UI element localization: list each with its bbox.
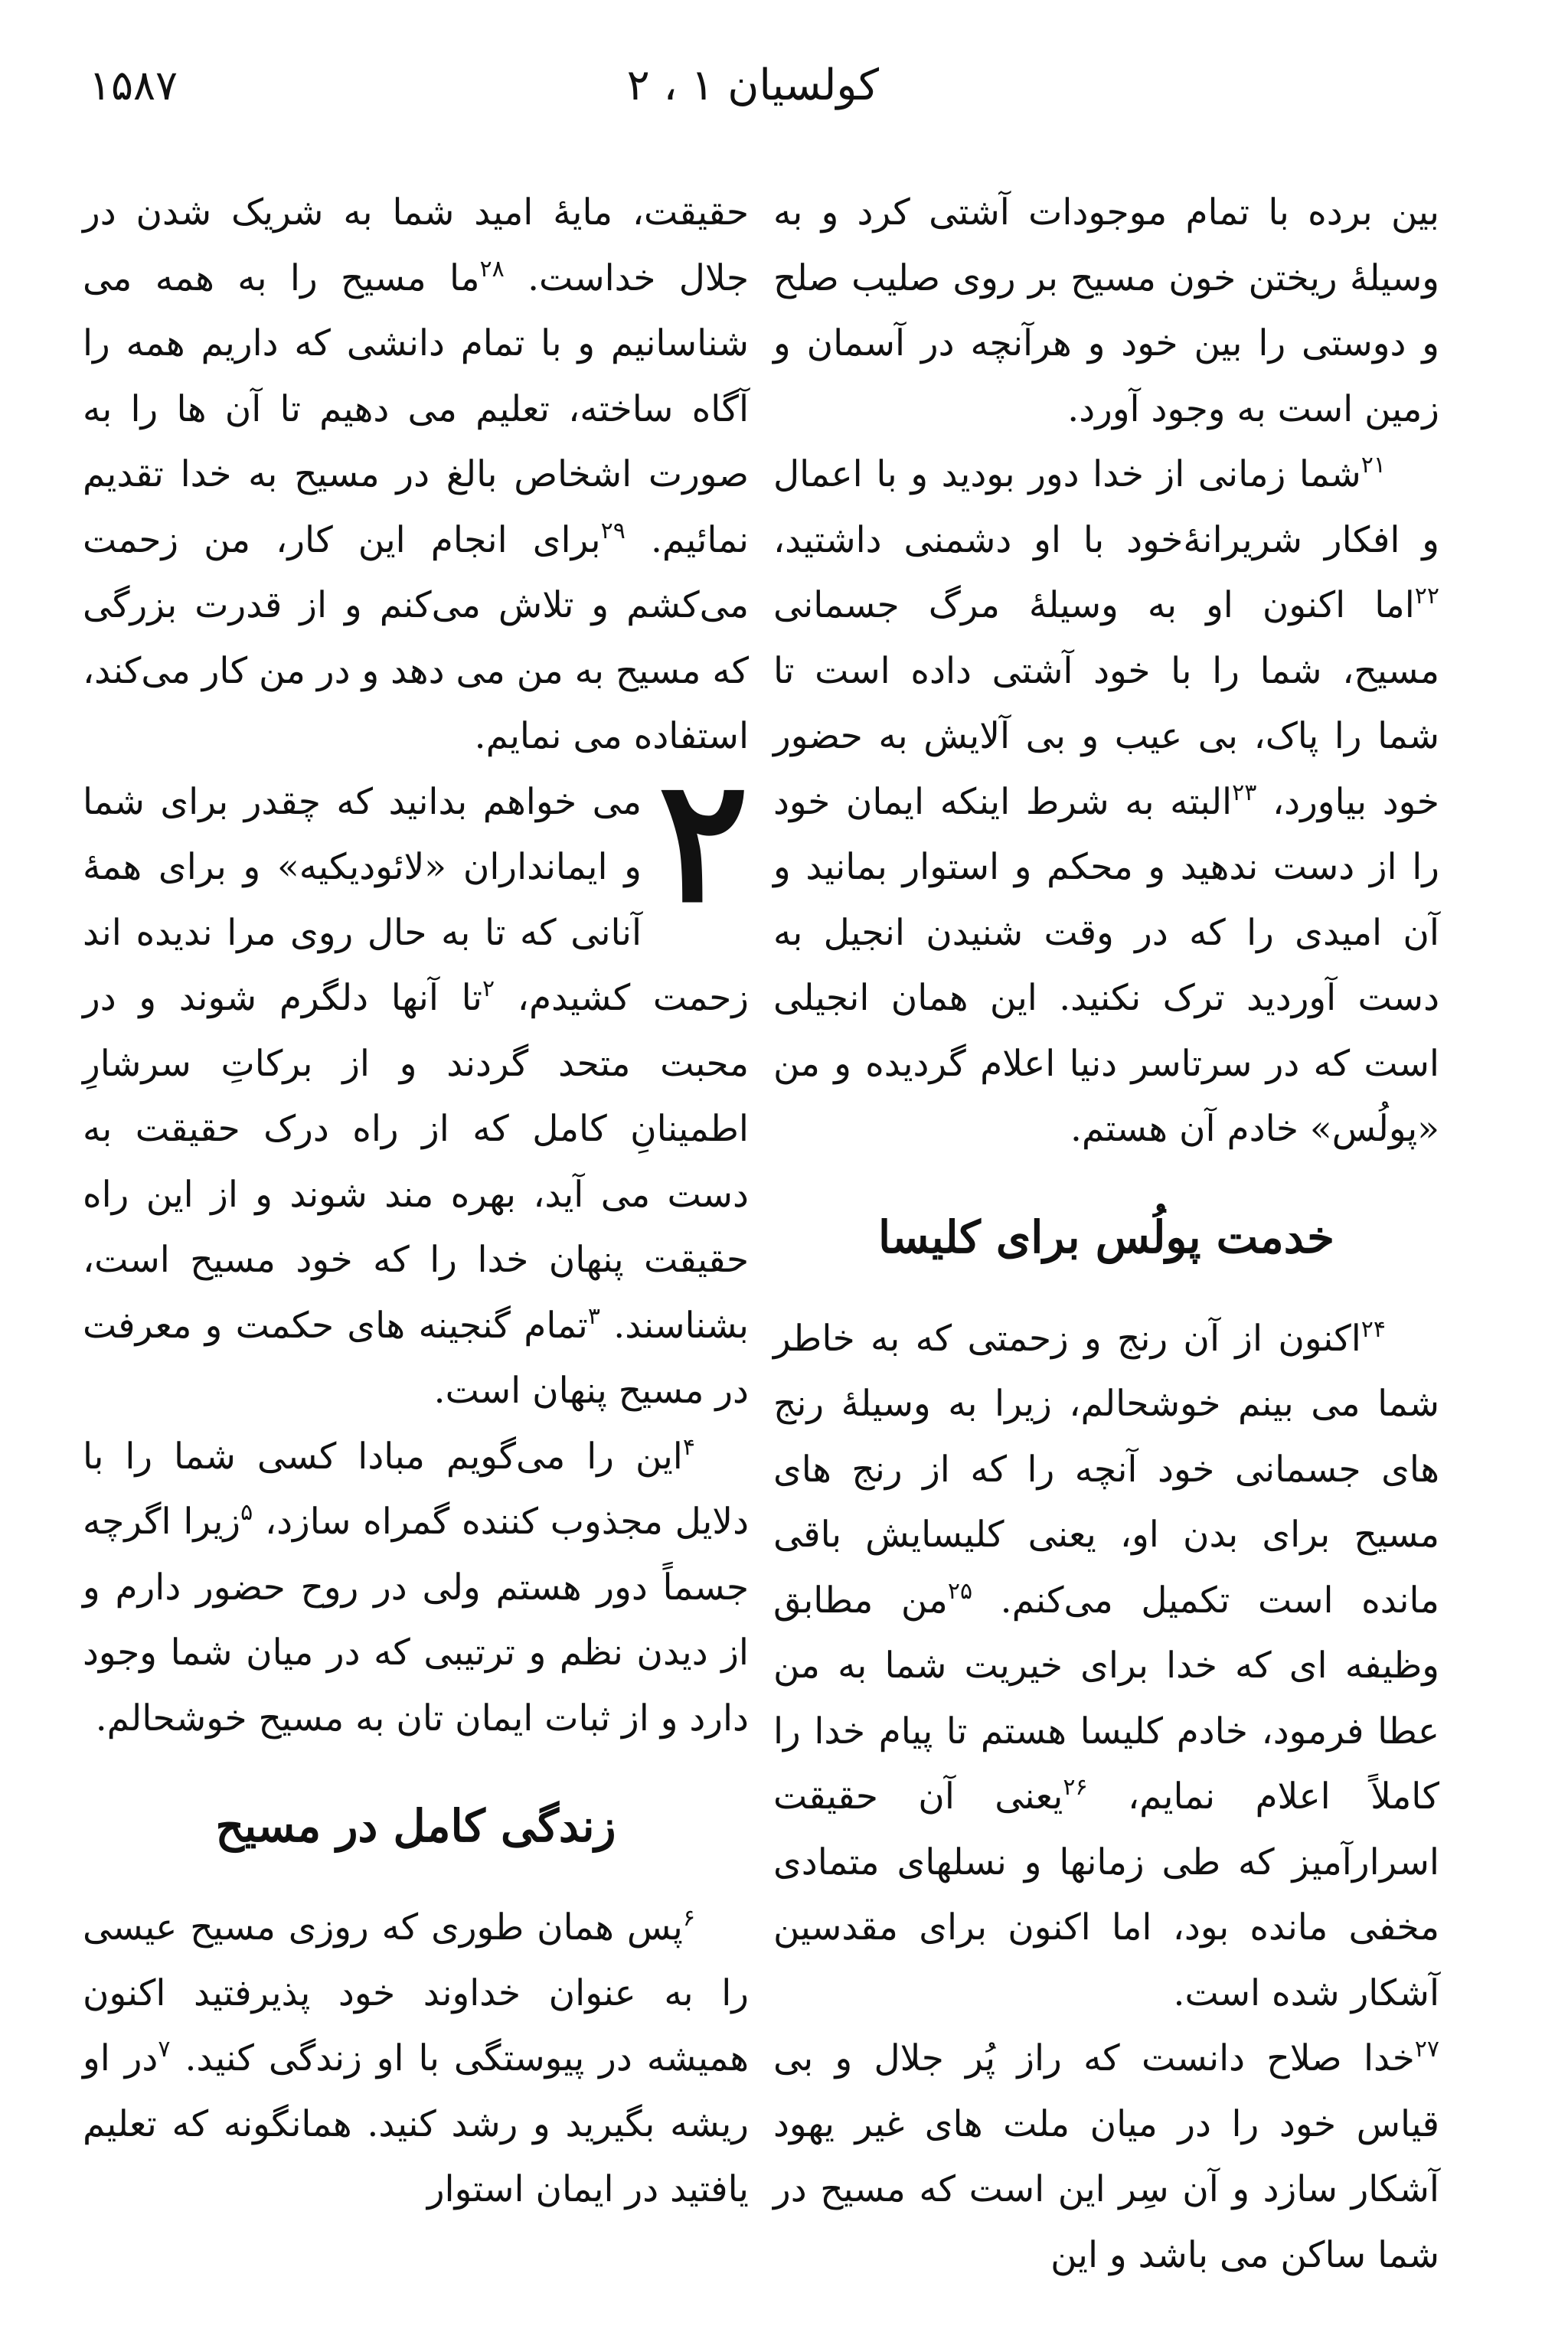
paragraph: $^{۲۴}$اکنون از آن رنج و زحمتی که به خاطر شما می بینم خوشحالم، زیرا به وسیلهٔ رنج های جسمانی خود آنچه را که از رنج های مسیح برای بدن او، یعنی کلیسایش باقی مانده است تکمیل می‌کنم. $^{۲۵}$من مطابق وظیفه ای که خدا برای خیریت شما به من عطا فرمود، خادم کلیسا هستم تا پیام خدا را کاملاً اعلام نمایم، $^{۲۶}$یعنی آن حقیقت اسرارآمیز که طی زمانها و نسلهای متمادی مخفی مانده بود، اما اکنون برای مقدسین آشکار شده است. [773,1315,1439,2014]
verse-number: ۵ [240,1499,253,1526]
verse-number: ۲۵ [947,1577,973,1605]
verse-number: ۲۹ [600,517,626,544]
verse-number: ۲۴ [1361,1315,1386,1343]
verse-number: ۲۶ [1063,1774,1088,1801]
section-heading: زندگی کامل در مسیح [215,1800,616,1852]
verse-number: ۲۱ [1361,452,1386,479]
verse-number: ۷ [158,2036,171,2063]
paragraph: $^{۲۱}$شما زمانی از خدا دور بودید و با اعمال و افکار شریرانهٔ‌خود با او دشمنی داشتید، $^{۲۲}$اما اکنون او به وسیلهٔ مرگ جسمانی مسیح، شما را با خود آشتی داده است تا شما را پاک، بی عیب و بی آلایش به حضور خود بیاورد، $^{۲۳}$البته به شرط اینکه ایمان خود را از دست ندهید و محکم و استوار بمانید و آن امیدی را که در وقت شنیدن انجیل به دست آوردید ترک نکنید. این همان انجیلی است که در سرتاسر دنیا اعلام گردیده و من «پولُس» خادم آن هستم. [773,452,1439,1150]
right-column [773,180,1439,2288]
paragraph: بین برده با تمام موجودات آشتی کرد و به وسیلهٔ ریختن خون مسیح بر روی صلیب صلح و دوستی را بین خود و هرآنچه در آسمان و زمین است به وجود آورد. [773,191,1439,430]
verse-number: ۴ [682,1433,695,1461]
running-head: کولسیان ۱ ، ۲ [626,60,879,110]
verse-number: ۲۷ [1414,2036,1439,2063]
left-column [83,180,749,2223]
verse-number: ۲ [482,975,495,1002]
verse-number: ۲۸ [479,255,505,283]
paragraph: $^{۲۷}$خدا صلاح دانست که راز پُر جلال و بی قیاس خود را در میان ملت های غیر یهود آشکار سازد و آن سِر این است که مسیح در شما ساکن می باشد و این [773,2036,1439,2276]
page-number: ۱۵۸۷ [89,61,178,109]
paragraph: ۲ می خواهم بدانید که چقدر برای شما و ایمانداران «لائودیکیه» و برای همهٔ آنانی که تا به حال روی مرا ندیده اند زحمت کشیدم، $^۲$تا آنها دلگرم شوند و در محبت متحد گردند و از برکاتِ سرشارِ اطمینانِ کامل که از راه درک حقیقت به دست می آید، بهره مند شوند و از این راه حقیقت پنهان خدا را که خود مسیح است، بشناسند. $^۳$تمام گنجینه های حکمت و معرفت در مسیح پنهان است. [83,740,749,1412]
paragraph: حقیقت، مایهٔ امید شما به شریک شدن در جلال خداست. $^{۲۸}$ما مسیح را به همه می شناسانیم و با تمام دانشی که داریم همه را آگاه ساخته، تعلیم می دهیم تا آن ها را به صورت اشخاص بالغ در مسیح به خدا تقدیم نمائیم. $^{۲۹}$برای انجام این کار، من زحمت می‌کشم و تلاش می‌کنم و از قدرت بزرگی که مسیح به من می دهد و در من کار می‌کند، استفاده می نمایم. [83,191,750,757]
paragraph: $^۶$پس همان طوری که روزی مسیح عیسی را به عنوان خداوند خود پذیرفتید اکنون همیشه در پیوستگی با او زندگی کنید. $^۷$در او ریشه بگیرید و رشد کنید. همانگونه که تعلیم یافتید در ایمان استوار [83,1905,750,2210]
verse-number: ۶ [682,1905,695,1932]
chapter-number: ۲ [658,740,749,939]
verse-number: ۲۲ [1414,583,1439,609]
section-heading: خدمت پولُس برای کلیسا [877,1210,1334,1263]
verse-number: ۳ [587,1302,601,1330]
paragraph: $^۴$این را می‌گویم مبادا کسی شما را با دلایل مجذوب کننده گمراه سازد، $^۵$زیرا اگرچه جسماً دور هستم ولی در روح حضور دارم و از دیدن نظم و ترتیبی که در میان شما وجود دارد و از ثبات ایمان تان به مسیح خوشحالم. [83,1433,750,1740]
verse-number: ۲۳ [1232,779,1257,806]
page-header [84,55,1484,116]
